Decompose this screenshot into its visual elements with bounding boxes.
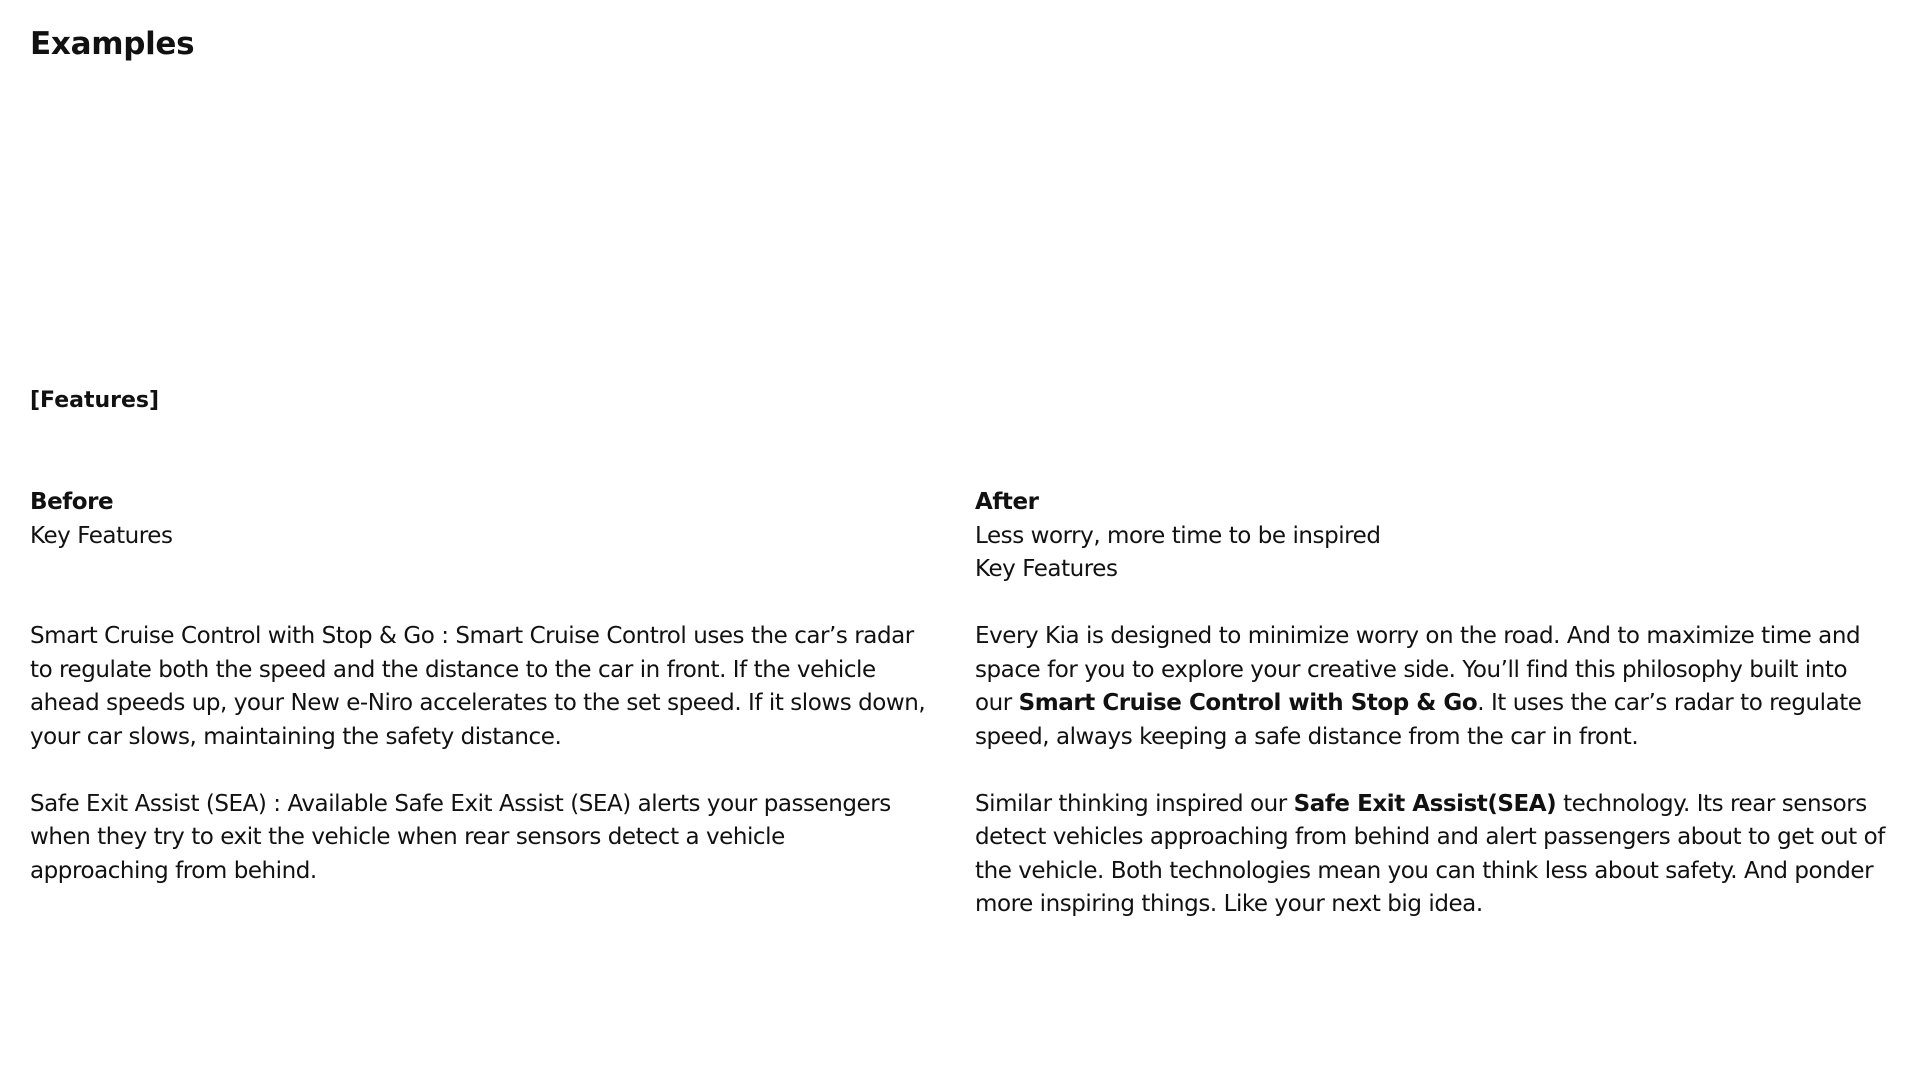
paragraph-line: detect vehicles approaching from behind and alert passengers about to get out of	[975, 824, 1885, 850]
before-paragraph-safe-exit	[30, 788, 930, 889]
paragraph-line: to regulate both the speed and the distance to the car in front. If the vehicle	[30, 656, 876, 683]
text-span: . It uses the car’s radar to regulate	[1477, 690, 1862, 716]
after-subtitle: Key Features	[975, 556, 1118, 582]
before-heading: Before	[30, 489, 114, 515]
paragraph-line: speed, always keeping a safe distance from the car in front.	[975, 723, 1639, 750]
before-subtitle: Key Features	[30, 522, 173, 549]
paragraph-line: when they try to exit the vehicle when rear sensors detect a vehicle	[30, 824, 785, 850]
paragraph-line: more inspiring things. Like your next big idea.	[975, 891, 1483, 917]
text-span: our	[975, 690, 1019, 716]
after-paragraph-smart-cruise	[975, 620, 1880, 754]
page-title: Examples	[30, 26, 195, 62]
section-label: [Features]	[30, 388, 160, 413]
feature-name-smart-cruise: Smart Cruise Control with Stop & Go	[1018, 690, 1478, 716]
paragraph-line: Smart Cruise Control with Stop & Go : Smart Cruise Control uses the car’s radar	[30, 623, 914, 649]
paragraph-line	[975, 687, 1880, 721]
paragraph-line: your car slows, maintaining the safety distance.	[30, 723, 562, 750]
paragraph-line: ahead speeds up, your New e-Niro accelerates to the set speed. If it slows down,	[30, 690, 926, 716]
before-paragraph-smart-cruise	[30, 620, 930, 754]
feature-name-safe-exit: Safe Exit Assist(SEA)	[1293, 790, 1557, 817]
before-column	[30, 486, 930, 888]
paragraph-line: approaching from behind.	[30, 857, 317, 884]
paragraph-line	[975, 788, 1880, 822]
paragraph-line: Every Kia is designed to minimize worry on the road. And to maximize time and	[975, 623, 1861, 649]
paragraph-line: Safe Exit Assist (SEA) : Available Safe Exit Assist (SEA) alerts your passengers	[30, 790, 891, 817]
paragraph-line: space for you to explore your creative side. You’ll find this philosophy built into	[975, 656, 1848, 683]
paragraph-line: the vehicle. Both technologies mean you can think less about safety. And ponder	[975, 857, 1874, 884]
text-span: Similar thinking inspired our	[975, 790, 1294, 817]
after-column	[975, 486, 1885, 922]
text-span: technology. Its rear sensors	[1556, 790, 1867, 817]
after-tagline: Less worry, more time to be inspired	[975, 522, 1381, 549]
after-heading: After	[975, 489, 1039, 515]
after-paragraph-safe-exit	[975, 788, 1885, 922]
